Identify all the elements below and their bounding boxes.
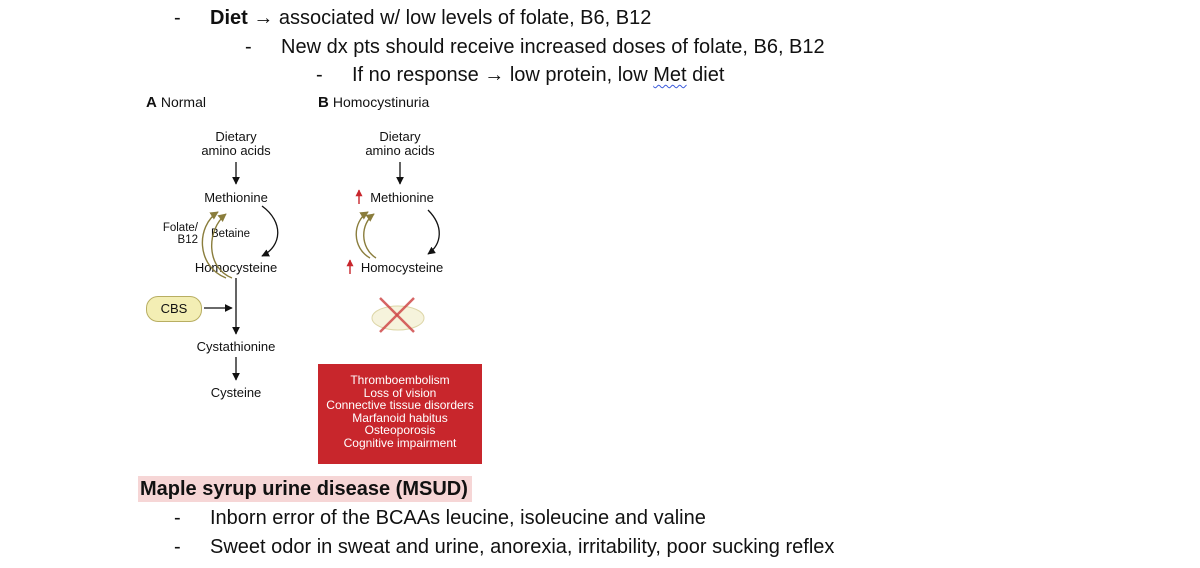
panel-b-dietary-l1: Dietary bbox=[379, 129, 421, 144]
panel-a-dietary-l1: Dietary bbox=[215, 129, 257, 144]
panel-b-methionine: Methionine bbox=[370, 190, 434, 205]
panel-b-cbs-x-2 bbox=[380, 298, 414, 332]
panel-b-homocysteine: Homocysteine bbox=[360, 260, 444, 275]
symptom-item: Marfanoid habitus bbox=[352, 410, 448, 425]
bullet-diet-text: → associated w/ low levels of folate, B6, B12 bbox=[253, 7, 652, 29]
symptom-item: Loss of vision bbox=[363, 385, 437, 400]
bullet-new-dx: New dx pts should receive increased doses of folate, B6, B12 bbox=[281, 36, 825, 58]
panel-b-title: Homocystinuria bbox=[332, 94, 430, 110]
panel-a-cystathionine: Cystathionine bbox=[196, 339, 276, 354]
panel-a-label bbox=[146, 94, 206, 111]
met-spellcheck-word: Met bbox=[653, 64, 687, 86]
symptom-box bbox=[318, 364, 482, 464]
bullet-no-response-text-b: diet bbox=[686, 64, 725, 86]
panel-a-cysteine: Cysteine bbox=[210, 385, 262, 400]
panel-b-letter: B bbox=[318, 94, 329, 111]
panel-a-cbs-enzyme: CBS bbox=[146, 296, 202, 322]
symptom-item: Thromboembolism bbox=[350, 373, 450, 387]
panel-b-label bbox=[318, 94, 429, 111]
bullet-dash: - bbox=[316, 64, 323, 86]
bullet-diet bbox=[210, 6, 651, 30]
arrow-a-met-to-hcy-arc bbox=[262, 206, 278, 256]
bullet-dash: - bbox=[174, 7, 181, 29]
panel-a-methionine: Methionine bbox=[204, 190, 268, 205]
panel-a-folate-l1: Folate/ bbox=[162, 222, 198, 234]
panel-b-cbs-x-1 bbox=[380, 298, 414, 332]
panel-a-homocysteine: Homocysteine bbox=[194, 260, 278, 275]
bullet-dash: - bbox=[174, 536, 181, 558]
bullet-diet-label: Diet bbox=[210, 7, 248, 29]
panel-a-folate-l2: B12 bbox=[177, 234, 198, 246]
arrow-b-folate-arc bbox=[356, 212, 370, 258]
bullet-dash: - bbox=[245, 36, 252, 58]
bullet-dash: - bbox=[174, 507, 181, 529]
msud-bullet-2: Sweet odor in sweat and urine, anorexia, irritability, poor sucking reflex bbox=[210, 536, 835, 558]
symptom-item: Connective tissue disorders bbox=[326, 398, 474, 412]
msud-bullet-1: Inborn error of the BCAAs leucine, isoleucine and valine bbox=[210, 507, 706, 529]
panel-a-dietary bbox=[201, 130, 270, 158]
panel-a-dietary-l2: amino acids bbox=[201, 143, 271, 158]
panel-b-cbs-faded bbox=[372, 306, 424, 330]
arrow-b-met-to-hcy-arc bbox=[428, 210, 439, 254]
panel-b-dietary-l2: amino acids bbox=[365, 143, 435, 158]
panel-a-folate bbox=[160, 222, 198, 246]
msud-heading: Maple syrup urine disease (MSUD) bbox=[138, 476, 472, 502]
bullet-no-response-text-a: If no response → low protein, low bbox=[352, 64, 654, 86]
symptom-item: Cognitive impairment bbox=[343, 435, 457, 450]
symptom-item: Osteoporosis bbox=[364, 423, 436, 437]
bullet-no-response bbox=[352, 63, 724, 87]
panel-a-betaine: Betaine bbox=[211, 228, 251, 240]
panel-a-title: Normal bbox=[160, 94, 206, 110]
panel-a-letter: A bbox=[146, 94, 157, 111]
panel-b-dietary bbox=[365, 130, 434, 158]
arrow-b-betaine-arc bbox=[364, 214, 376, 258]
